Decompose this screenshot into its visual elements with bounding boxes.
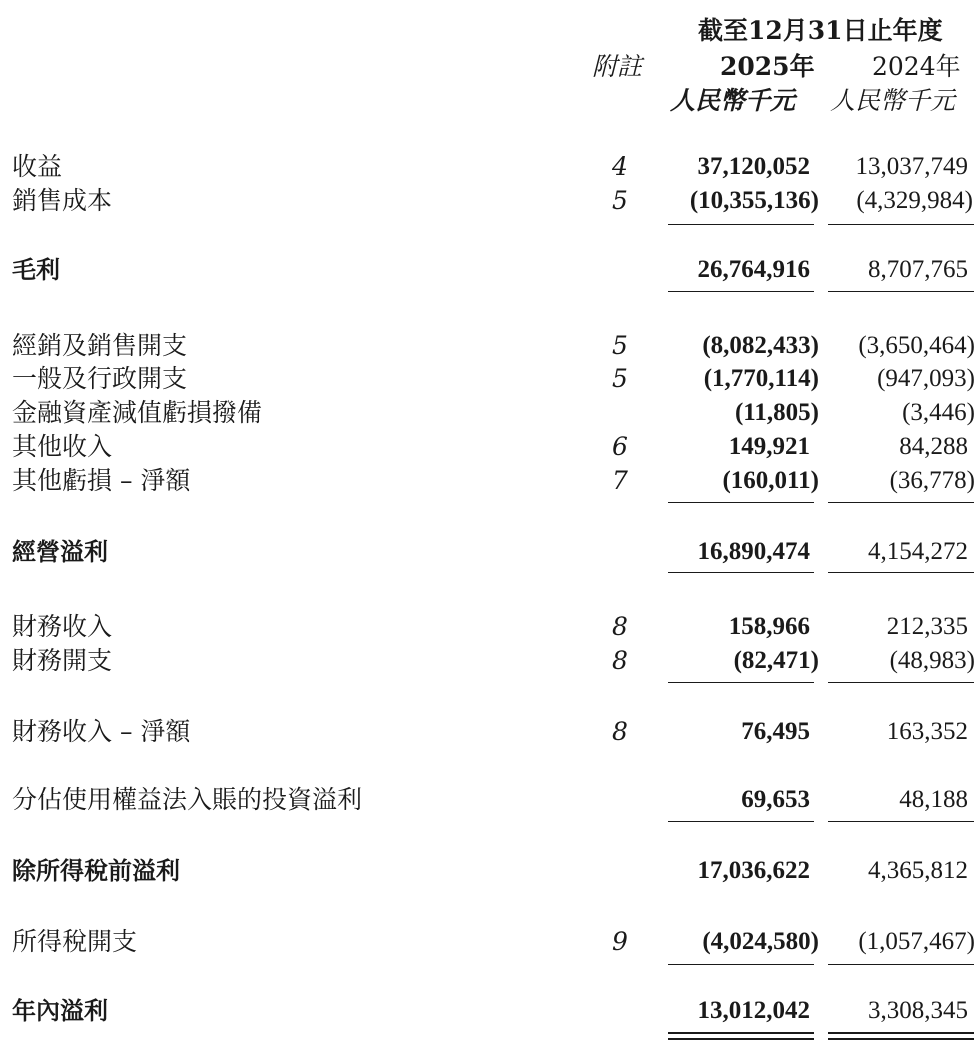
- table-row: [0, 610, 978, 644]
- row-label: 除所得稅前溢利: [12, 857, 180, 885]
- value-2024: (3,650,464): [858, 332, 975, 359]
- subtotal-rule-2025: [668, 224, 814, 225]
- value-2024: (4,329,984): [856, 187, 973, 214]
- table-row: [0, 253, 978, 287]
- subtotal-rule-2024: [828, 821, 974, 822]
- subtotal-rule-2024: [828, 291, 974, 292]
- period-heading: 截至12月31日止年度: [698, 16, 943, 45]
- row-label: 銷售成本: [12, 186, 113, 215]
- row-note: 5: [612, 186, 628, 215]
- value-2024: (3,446): [902, 399, 975, 426]
- value-2024: 163,352: [886, 718, 968, 745]
- year-prior-header: 2024年: [872, 52, 961, 81]
- row-label: 收益: [12, 152, 63, 181]
- total-double-rule-2024: [828, 1032, 974, 1040]
- value-2024: 4,365,812: [868, 857, 968, 884]
- unit-prior-header: 人民幣千元: [830, 86, 956, 115]
- value-2024: (1,057,467): [858, 928, 975, 955]
- table-row: [0, 715, 978, 749]
- value-2025: 76,495: [741, 718, 810, 745]
- row-label: 金融資產減值虧損撥備: [12, 398, 263, 427]
- row-label: 年內溢利: [12, 997, 108, 1025]
- row-label: 毛利: [12, 256, 60, 284]
- row-label: 一般及行政開支: [12, 364, 188, 393]
- value-2024: 13,037,749: [855, 153, 968, 180]
- value-2025: (11,805): [734, 399, 819, 426]
- row-note: 6: [612, 432, 628, 461]
- total-double-rule-2025: [668, 1032, 814, 1040]
- row-label: 所得稅開支: [12, 927, 138, 956]
- table-row: [0, 535, 978, 569]
- subtotal-rule-2025: [668, 682, 814, 683]
- table-row: [0, 925, 978, 959]
- value-2025: (82,471): [733, 647, 819, 674]
- subtotal-rule-2024: [828, 682, 974, 683]
- note-column-header: 附註: [592, 52, 643, 81]
- value-2024: 48,188: [899, 786, 968, 813]
- value-2025: (160,011): [722, 467, 819, 494]
- value-2025: (8,082,433): [702, 332, 819, 359]
- row-note: 9: [612, 927, 628, 956]
- row-note: 8: [612, 646, 628, 675]
- value-2025: 16,890,474: [697, 538, 810, 565]
- row-label: 其他虧損 – 淨額: [12, 466, 191, 495]
- row-label: 財務收入 – 淨額: [12, 717, 191, 746]
- row-note: 4: [612, 152, 628, 181]
- value-2025: 69,653: [741, 786, 810, 813]
- subtotal-rule-2025: [668, 291, 814, 292]
- row-label: 財務開支: [12, 646, 113, 675]
- value-2024: 3,308,345: [868, 997, 968, 1024]
- value-2025: 149,921: [728, 433, 810, 460]
- subtotal-rule-2024: [828, 224, 974, 225]
- year-current-header: 2025年: [720, 52, 815, 81]
- table-row: [0, 783, 978, 817]
- value-2025: 158,966: [728, 613, 810, 640]
- table-row: [0, 644, 978, 678]
- row-label: 經銷及銷售開支: [12, 331, 188, 360]
- subtotal-rule-2025: [668, 964, 814, 965]
- value-2025: (10,355,136): [689, 187, 819, 214]
- value-2025: (4,024,580): [702, 928, 819, 955]
- subtotal-rule-2025: [668, 821, 814, 822]
- table-row: [0, 184, 978, 218]
- row-label: 財務收入: [12, 612, 113, 641]
- table-row: [0, 150, 978, 184]
- value-2025: 13,012,042: [697, 997, 810, 1024]
- value-2024: 212,335: [886, 613, 968, 640]
- value-2025: (1,770,114): [703, 365, 819, 392]
- value-2024: 8,707,765: [868, 256, 968, 283]
- value-2024: (947,093): [877, 365, 975, 392]
- row-note: 5: [612, 364, 628, 393]
- subtotal-rule-2024: [828, 502, 974, 503]
- value-2025: 37,120,052: [697, 153, 810, 180]
- subtotal-rule-2025: [668, 572, 814, 573]
- table-row: [0, 430, 978, 464]
- value-2025: 26,764,916: [697, 256, 810, 283]
- table-row: [0, 854, 978, 888]
- row-note: 7: [612, 466, 628, 495]
- row-label: 其他收入: [12, 432, 113, 461]
- subtotal-rule-2025: [668, 502, 814, 503]
- row-note: 8: [612, 717, 628, 746]
- table-row: [0, 396, 978, 430]
- value-2024: 4,154,272: [868, 538, 968, 565]
- table-row: [0, 994, 978, 1028]
- subtotal-rule-2024: [828, 964, 974, 965]
- value-2024: (48,983): [889, 647, 975, 674]
- row-note: 8: [612, 612, 628, 641]
- value-2024: 84,288: [899, 433, 968, 460]
- value-2025: 17,036,622: [697, 857, 810, 884]
- table-row: [0, 362, 978, 396]
- row-note: 5: [612, 331, 628, 360]
- unit-current-header: 人民幣千元: [670, 86, 796, 115]
- subtotal-rule-2024: [828, 572, 974, 573]
- table-row: [0, 464, 978, 498]
- row-label: 分佔使用權益法入賬的投資溢利: [12, 785, 363, 814]
- value-2024: (36,778): [889, 467, 975, 494]
- table-row: [0, 329, 978, 363]
- row-label: 經營溢利: [12, 538, 108, 566]
